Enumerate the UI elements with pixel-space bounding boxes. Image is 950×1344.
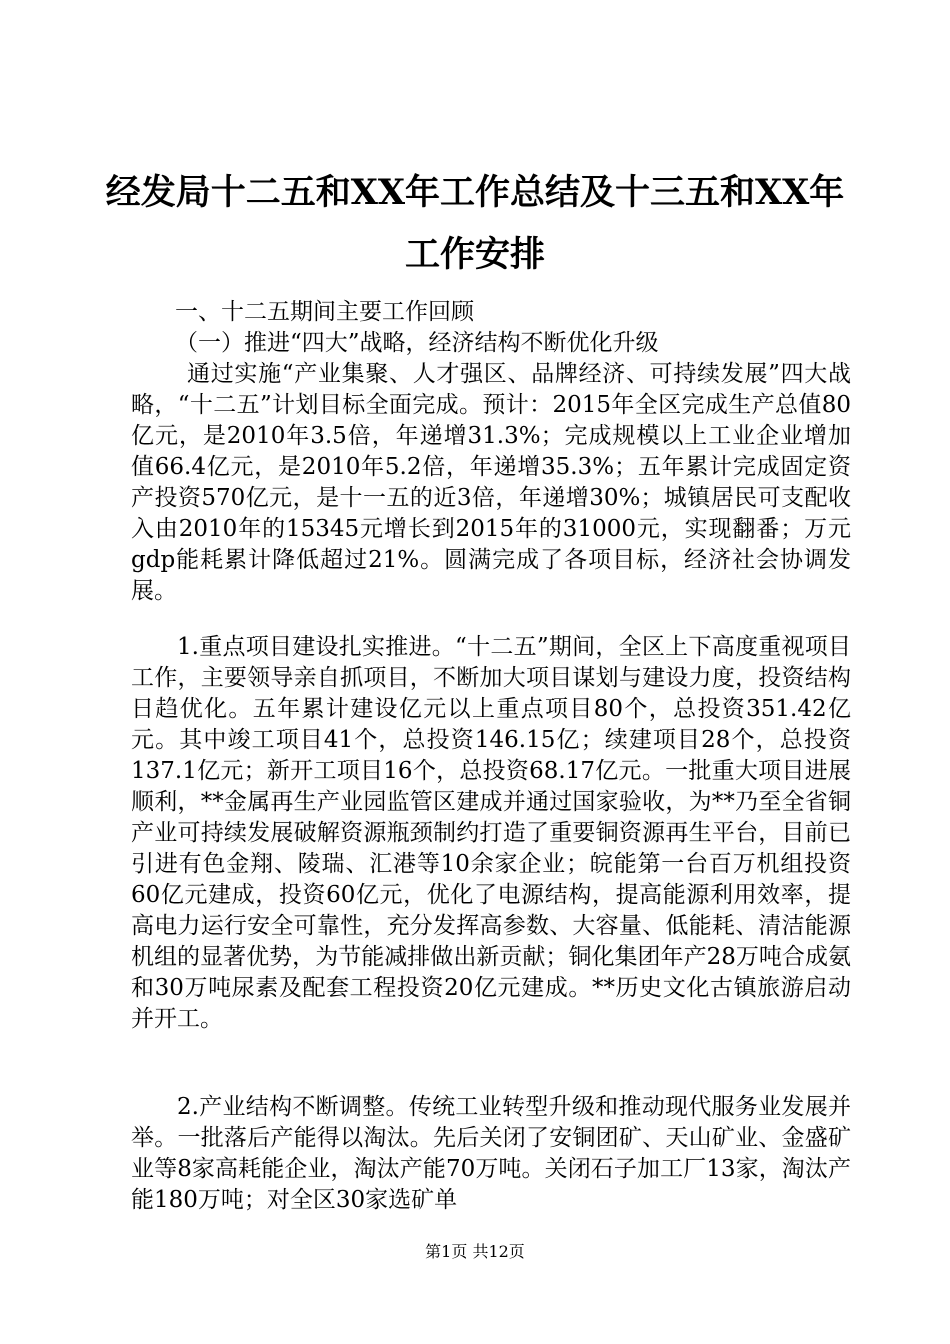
document-title: 经发局十二五和XX年工作总结及十三五和XX年工作安排 — [105, 172, 845, 275]
page-footer: 第1页 共12页 — [425, 1242, 525, 1261]
paragraph-key-projects: 1.重点项目建设扎实推进。“十二五”期间，全区上下高度重视项目工作，主要领导亲自抓项目，不断加大项目谋划与建设力度，投资结构日趋优化。五年累计建设亿元以上重点项目80个，总投资351.42亿元。其中竣工项目41个，总投资146.15亿；续建项目28个，总投资137.1亿元；新开工项目16个，总投资68.17亿元。一批重大项目进展顺利，**金属再生产业园监管区建成并通过国家验收，为**乃至全省铜产业可持续发展破解资源瓶颈制约打造了重要铜资源再生平台，目前已引进有色金翔、陵瑞、汇港等10余家企业；皖能第一台百万机组投资60亿元建成，投资60亿元，优化了电源结构，提高能源利用效率，提高电力运行安全可靠性，充分发挥高参数、大容量、低能耗、清洁能源机组的显著优势，为节能减排做出新贡献；铜化集团年产28万吨合成氨和30万吨尿素及配套工程投资20亿元建成。**历史文化古镇旅游启动并开工。 — [131, 634, 851, 1032]
section-heading: 一、十二五期间主要工作回顾 — [175, 299, 474, 325]
intro-paragraph: 通过实施“产业集聚、人才强区、品牌经济、可持续发展”四大战略，“十二五”计划目标全面完成。预计：2015年全区完成生产总值80亿元，是2010年3.5倍，年递增31.3%；完成规模以上工业企业增加值66.4亿元，是2010年5.2倍，年递增35.3%；五年累计完成固定资产投资570亿元，是十一五的近3倍，年递增30%；城镇居民可支配收入由2010年的15345元增长到2015年的31000元，实现翻番；万元gdp能耗累计降低超过21%。圆满完成了各项目标，经济社会协调发展。 — [131, 361, 851, 604]
subsection-heading: （一）推进“四大”战略，经济结构不断优化升级 — [175, 330, 659, 356]
paragraph-industrial-structure: 2.产业结构不断调整。传统工业转型升级和推动现代服务业发展并举。一批落后产能得以淘汰。先后关闭了安铜团矿、天山矿业、金盛矿业等8家高耗能企业，淘汰产能70万吨。关闭石子加工厂13家，淘汰产能180万吨；对全区30家选矿单 — [131, 1094, 851, 1213]
